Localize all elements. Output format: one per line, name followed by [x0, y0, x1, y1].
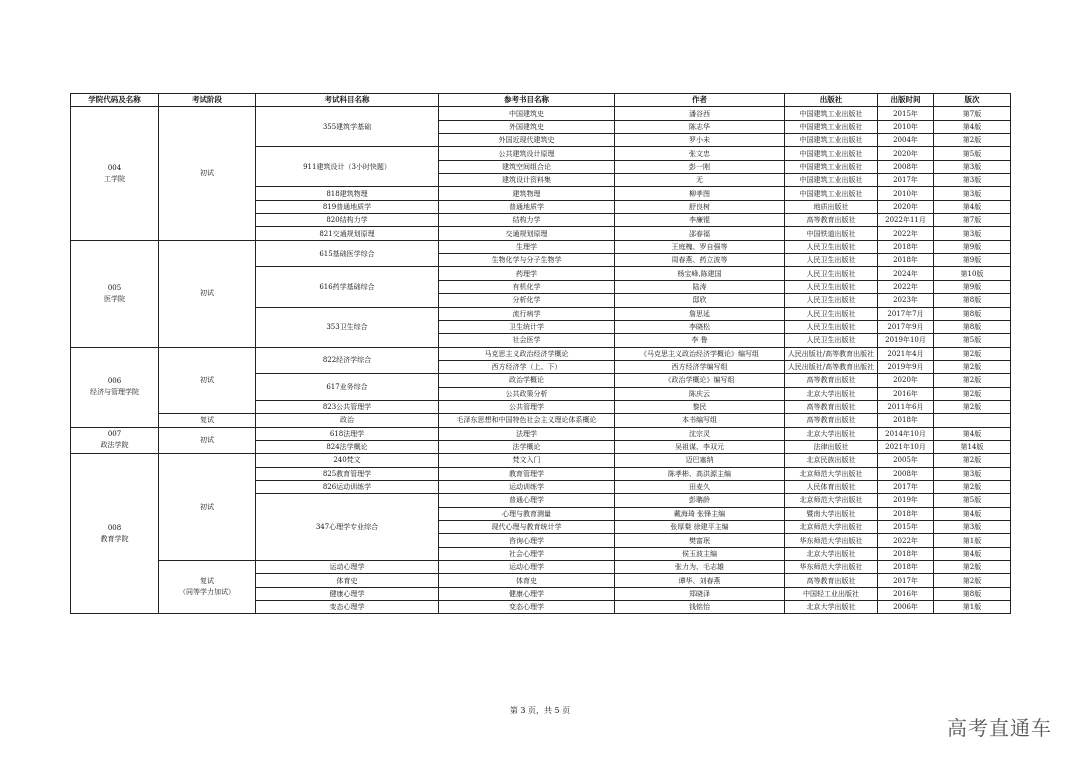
table-row: [71, 454, 1011, 467]
date-cell: 2022年: [878, 280, 934, 293]
edition-cell: 第2版: [934, 561, 1011, 574]
author-cell: 《马克思主义政治经济学概论》编写组: [615, 347, 785, 360]
edition-cell: 第4版: [934, 120, 1011, 133]
author-cell: 吴祖谋、李双元: [615, 440, 785, 453]
publisher-cell: 中国建筑工业出版社: [785, 120, 878, 133]
college-line: 004: [107, 163, 122, 172]
subject-cell: 821交通规划原理: [256, 227, 439, 240]
subject-cell: 819普通地质学: [256, 200, 439, 213]
author-cell: 迈巴塞纳: [615, 454, 785, 467]
author-cell: 李晓松: [615, 320, 785, 333]
edition-cell: 第4版: [934, 427, 1011, 440]
author-cell: 邵春福: [615, 227, 785, 240]
date-cell: 2010年: [878, 120, 934, 133]
author-cell: 李廉锟: [615, 214, 785, 227]
edition-cell: 第1版: [934, 601, 1011, 614]
date-cell: 2017年9月: [878, 320, 934, 333]
edition-cell: 第8版: [934, 294, 1011, 307]
publisher-cell: 人民体育出版社: [785, 480, 878, 493]
book-cell: 公共建筑设计原理: [439, 147, 615, 160]
edition-cell: 第3版: [934, 174, 1011, 187]
book-cell: 法理学: [439, 427, 615, 440]
author-cell: 谭华、刘春燕: [615, 574, 785, 587]
date-cell: 2021年10月: [878, 440, 934, 453]
date-cell: 2020年: [878, 200, 934, 213]
publisher-cell: 北京师范大学出版社: [785, 494, 878, 507]
author-cell: 陈庆云: [615, 387, 785, 400]
date-cell: 2017年: [878, 174, 934, 187]
date-cell: 2014年10月: [878, 427, 934, 440]
edition-cell: 第2版: [934, 374, 1011, 387]
date-cell: 2008年: [878, 160, 934, 173]
edition-cell: 第9版: [934, 254, 1011, 267]
stage-line: 初试: [200, 502, 214, 511]
stage-cell: [159, 240, 256, 347]
author-cell: 戴海琦 张锋主编: [615, 507, 785, 520]
subject-cell: 变态心理学: [256, 601, 439, 614]
author-cell: 张力为、毛志雄: [615, 561, 785, 574]
book-cell: 建筑空间组合论: [439, 160, 615, 173]
header-book: 参考书目名称: [439, 94, 615, 107]
college-cell: [71, 454, 159, 614]
book-cell: 社会医学: [439, 334, 615, 347]
book-cell: 咨询心理学: [439, 534, 615, 547]
college-cell: [71, 107, 159, 240]
publisher-cell: 高等教育出版社: [785, 374, 878, 387]
edition-cell: 第3版: [934, 187, 1011, 200]
author-cell: 李 鲁: [615, 334, 785, 347]
date-cell: 2019年10月: [878, 334, 934, 347]
edition-cell: 第2版: [934, 134, 1011, 147]
edition-cell: 第2版: [934, 387, 1011, 400]
date-cell: 2017年: [878, 480, 934, 493]
publisher-cell: 人民卫生出版社: [785, 334, 878, 347]
author-cell: 陈志华: [615, 120, 785, 133]
college-line: 005: [107, 283, 122, 292]
college-line: 教育学院: [100, 534, 129, 543]
edition-cell: 第3版: [934, 467, 1011, 480]
publisher-cell: 法律出版社: [785, 440, 878, 453]
publisher-cell: 华东师范大学出版社: [785, 534, 878, 547]
edition-cell: 第2版: [934, 360, 1011, 373]
edition-cell: 第8版: [934, 307, 1011, 320]
publisher-cell: 北京师范大学出版社: [785, 521, 878, 534]
publisher-cell: 北京大学出版社: [785, 601, 878, 614]
author-cell: 张厚粲 徐建平主编: [615, 521, 785, 534]
table-body: [71, 107, 1011, 614]
date-cell: 2022年11月: [878, 214, 934, 227]
stage-line: 初试: [200, 169, 214, 178]
publisher-cell: 北京民族出版社: [785, 454, 878, 467]
author-cell: 黎民: [615, 400, 785, 413]
date-cell: 2020年: [878, 374, 934, 387]
subject-cell: 运动心理学: [256, 561, 439, 574]
author-cell: 罗小未: [615, 134, 785, 147]
book-cell: 毛泽东思想和中国特色社会主义理论体系概论: [439, 414, 615, 427]
book-cell: 马克思主义政治经济学概论: [439, 347, 615, 360]
edition-cell: 第5版: [934, 147, 1011, 160]
date-cell: 2005年: [878, 454, 934, 467]
edition-cell: 第8版: [934, 587, 1011, 600]
publisher-cell: 北京大学出版社: [785, 387, 878, 400]
book-cell: 西方经济学（上、下）: [439, 360, 615, 373]
book-cell: 现代心理与教育统计学: [439, 521, 615, 534]
date-cell: 2011年6月: [878, 400, 934, 413]
book-cell: 公共政策分析: [439, 387, 615, 400]
publisher-cell: 华东师范大学出版社: [785, 561, 878, 574]
publisher-cell: 北京大学出版社: [785, 427, 878, 440]
publisher-cell: 人民出版社/高等教育出版社: [785, 347, 878, 360]
date-cell: 2017年: [878, 574, 934, 587]
subject-cell: 826运动训练学: [256, 480, 439, 493]
author-cell: 邸欣: [615, 294, 785, 307]
edition-cell: 第2版: [934, 480, 1011, 493]
college-line: 医学院: [104, 294, 125, 303]
date-cell: 2023年: [878, 294, 934, 307]
date-cell: 2016年: [878, 387, 934, 400]
subject-cell: 818建筑物理: [256, 187, 439, 200]
date-cell: 2024年: [878, 267, 934, 280]
author-cell: 陈孝彬、高洪源主编: [615, 467, 785, 480]
subject-cell: 820结构力学: [256, 214, 439, 227]
date-cell: 2022年: [878, 227, 934, 240]
author-cell: 本书编写组: [615, 414, 785, 427]
edition-cell: 第1版: [934, 534, 1011, 547]
stage-cell: [159, 427, 256, 454]
header-date: 出版时间: [878, 94, 934, 107]
subject-cell: 353卫生综合: [256, 307, 439, 347]
publisher-cell: 高等教育出版社: [785, 400, 878, 413]
publisher-cell: 北京师范大学出版社: [785, 467, 878, 480]
header-author: 作者: [615, 94, 785, 107]
date-cell: 2017年7月: [878, 307, 934, 320]
date-cell: 2006年: [878, 601, 934, 614]
header-college: 学院代码及名称: [71, 94, 159, 107]
header-subject: 考试科目名称: [256, 94, 439, 107]
edition-cell: 第5版: [934, 334, 1011, 347]
publisher-cell: 人民卫生出版社: [785, 267, 878, 280]
author-cell: 潘谷西: [615, 107, 785, 120]
college-cell: [71, 427, 159, 454]
book-cell: 法学概论: [439, 440, 615, 453]
book-cell: 建筑物理: [439, 187, 615, 200]
publisher-cell: 人民卫生出版社: [785, 294, 878, 307]
book-cell: 运动心理学: [439, 561, 615, 574]
date-cell: 2019年9月: [878, 360, 934, 373]
publisher-cell: 中国建筑工业出版社: [785, 174, 878, 187]
edition-cell: 第2版: [934, 347, 1011, 360]
publisher-cell: 中国建筑工业出版社: [785, 107, 878, 120]
edition-cell: 第8版: [934, 320, 1011, 333]
table-row: [71, 414, 1011, 427]
subject-cell: 825教育管理学: [256, 467, 439, 480]
table-row: [71, 427, 1011, 440]
edition-cell: 第7版: [934, 107, 1011, 120]
author-cell: 杨宝峰,陈建国: [615, 267, 785, 280]
header-edition: 版次: [934, 94, 1011, 107]
stage-line: 初试: [200, 375, 214, 384]
edition-cell: 第3版: [934, 521, 1011, 534]
author-cell: 无: [615, 174, 785, 187]
edition-cell: 第14版: [934, 440, 1011, 453]
date-cell: 2018年: [878, 414, 934, 427]
college-line: 007: [107, 430, 122, 439]
book-cell: 体育史: [439, 574, 615, 587]
book-cell: 公共管理学: [439, 400, 615, 413]
book-cell: 普通心理学: [439, 494, 615, 507]
date-cell: 2010年: [878, 187, 934, 200]
author-cell: 田麦久: [615, 480, 785, 493]
edition-cell: 第3版: [934, 160, 1011, 173]
publisher-cell: 人民卫生出版社: [785, 280, 878, 293]
author-cell: 沈宗灵: [615, 427, 785, 440]
subject-cell: 615基础医学综合: [256, 240, 439, 267]
book-cell: 普通地质学: [439, 200, 615, 213]
book-cell: 生理学: [439, 240, 615, 253]
subject-cell: 347心理学专业综合: [256, 494, 439, 561]
edition-cell: 第9版: [934, 240, 1011, 253]
book-cell: 中国建筑史: [439, 107, 615, 120]
book-cell: 结构力学: [439, 214, 615, 227]
college-line: 工学院: [104, 174, 125, 183]
date-cell: 2020年: [878, 147, 934, 160]
stage-cell: [159, 347, 256, 414]
date-cell: 2015年: [878, 521, 934, 534]
book-cell: 有机化学: [439, 280, 615, 293]
author-cell: 柳孝图: [615, 187, 785, 200]
date-cell: 2019年: [878, 494, 934, 507]
author-cell: 钱铭怡: [615, 601, 785, 614]
author-cell: 郑晓泽: [615, 587, 785, 600]
stage-cell: [159, 414, 256, 427]
author-cell: 陆涛: [615, 280, 785, 293]
author-cell: 张文忠: [615, 147, 785, 160]
publisher-cell: 中国建筑工业出版社: [785, 187, 878, 200]
publisher-cell: 人民卫生出版社: [785, 320, 878, 333]
author-cell: 詹思延: [615, 307, 785, 320]
college-cell: [71, 240, 159, 347]
book-cell: 健康心理学: [439, 587, 615, 600]
publisher-cell: 高等教育出版社: [785, 414, 878, 427]
book-cell: 建筑设计资料集: [439, 174, 615, 187]
table-row: [71, 561, 1011, 574]
date-cell: 2016年: [878, 587, 934, 600]
book-cell: 政治学概论: [439, 374, 615, 387]
publisher-cell: 中国建筑工业出版社: [785, 134, 878, 147]
book-cell: 心理与教育测量: [439, 507, 615, 520]
author-cell: 舒良树: [615, 200, 785, 213]
publisher-cell: 人民卫生出版社: [785, 240, 878, 253]
subject-cell: 823公共管理学: [256, 400, 439, 413]
page-number: 第 3 页，共 5 页: [509, 706, 571, 715]
edition-cell: 第10版: [934, 267, 1011, 280]
publisher-cell: 高等教育出版社: [785, 214, 878, 227]
reference-book-table: [70, 93, 1011, 614]
edition-cell: 第9版: [934, 280, 1011, 293]
stage-line: （同等学力加试）: [179, 588, 235, 597]
author-cell: 周春燕、药立波等: [615, 254, 785, 267]
book-cell: 社会心理学: [439, 547, 615, 560]
table-row: [71, 240, 1011, 253]
subject-cell: 618法理学: [256, 427, 439, 440]
subject-cell: 健康心理学: [256, 587, 439, 600]
subject-cell: 355建筑学基础: [256, 107, 439, 147]
edition-cell: [934, 414, 1011, 427]
subject-cell: 政治: [256, 414, 439, 427]
publisher-cell: 地质出版社: [785, 200, 878, 213]
stage-cell: [159, 107, 256, 240]
book-cell: 运动训练学: [439, 480, 615, 493]
subject-cell: 822经济学综合: [256, 347, 439, 374]
author-cell: 王庭槐、罗自强等: [615, 240, 785, 253]
date-cell: 2022年: [878, 534, 934, 547]
edition-cell: 第5版: [934, 494, 1011, 507]
author-cell: 《政治学概论》编写组: [615, 374, 785, 387]
table-row: [71, 347, 1011, 360]
book-cell: 教育管理学: [439, 467, 615, 480]
subject-cell: 240梵文: [256, 454, 439, 467]
date-cell: 2018年: [878, 240, 934, 253]
date-cell: 2018年: [878, 547, 934, 560]
book-cell: 交通规划原理: [439, 227, 615, 240]
header-stage: 考试阶段: [159, 94, 256, 107]
date-cell: 2008年: [878, 467, 934, 480]
publisher-cell: 中国建筑工业出版社: [785, 160, 878, 173]
publisher-cell: 人民出版社/高等教育出版社: [785, 360, 878, 373]
publisher-cell: 中国轻工业出版社: [785, 587, 878, 600]
edition-cell: 第3版: [934, 227, 1011, 240]
book-cell: 变态心理学: [439, 601, 615, 614]
book-cell: 卫生统计学: [439, 320, 615, 333]
subject-cell: 824法学概论: [256, 440, 439, 453]
stage-line: 复试: [200, 415, 214, 424]
subject-cell: 617业务综合: [256, 374, 439, 401]
edition-cell: 第2版: [934, 454, 1011, 467]
watermark: 高考直通车: [947, 716, 1052, 740]
publisher-cell: 人民卫生出版社: [785, 254, 878, 267]
publisher-cell: 高等教育出版社: [785, 574, 878, 587]
subject-cell: 616药学基础综合: [256, 267, 439, 307]
author-cell: 彭聃龄: [615, 494, 785, 507]
author-cell: 西方经济学编写组: [615, 360, 785, 373]
date-cell: 2021年4月: [878, 347, 934, 360]
book-cell: 外国近现代建筑史: [439, 134, 615, 147]
table-row: [71, 107, 1011, 120]
header-publisher: 出版社: [785, 94, 878, 107]
book-cell: 梵文入门: [439, 454, 615, 467]
stage-line: 初试: [200, 435, 214, 444]
date-cell: 2015年: [878, 107, 934, 120]
date-cell: 2018年: [878, 561, 934, 574]
subject-cell: 体育史: [256, 574, 439, 587]
edition-cell: 第7版: [934, 214, 1011, 227]
book-cell: 外国建筑史: [439, 120, 615, 133]
college-line: 008: [107, 523, 122, 532]
stage-cell: [159, 561, 256, 614]
edition-cell: 第4版: [934, 200, 1011, 213]
book-cell: 药理学: [439, 267, 615, 280]
subject-cell: 911建筑设计（3小时快题）: [256, 147, 439, 187]
publisher-cell: 北京大学出版社: [785, 547, 878, 560]
book-cell: 生物化学与分子生物学: [439, 254, 615, 267]
author-cell: 樊富珉: [615, 534, 785, 547]
publisher-cell: 中国铁道出版社: [785, 227, 878, 240]
edition-cell: 第2版: [934, 400, 1011, 413]
author-cell: 彭一刚: [615, 160, 785, 173]
publisher-cell: 暨南大学出版社: [785, 507, 878, 520]
edition-cell: 第2版: [934, 574, 1011, 587]
stage-cell: [159, 454, 256, 561]
publisher-cell: 中国建筑工业出版社: [785, 147, 878, 160]
date-cell: 2004年: [878, 134, 934, 147]
author-cell: 侯玉波主编: [615, 547, 785, 560]
stage-line: 复试: [200, 577, 214, 586]
book-cell: 流行病学: [439, 307, 615, 320]
edition-cell: 第4版: [934, 547, 1011, 560]
publisher-cell: 人民卫生出版社: [785, 307, 878, 320]
edition-cell: 第4版: [934, 507, 1011, 520]
date-cell: 2018年: [878, 507, 934, 520]
college-line: 006: [107, 377, 122, 386]
college-line: 政法学院: [100, 441, 129, 450]
college-line: 经济与管理学院: [90, 388, 139, 397]
stage-line: 初试: [200, 289, 214, 298]
table-header-row: [71, 94, 1011, 107]
date-cell: 2018年: [878, 254, 934, 267]
college-cell: [71, 347, 159, 427]
book-cell: 分析化学: [439, 294, 615, 307]
